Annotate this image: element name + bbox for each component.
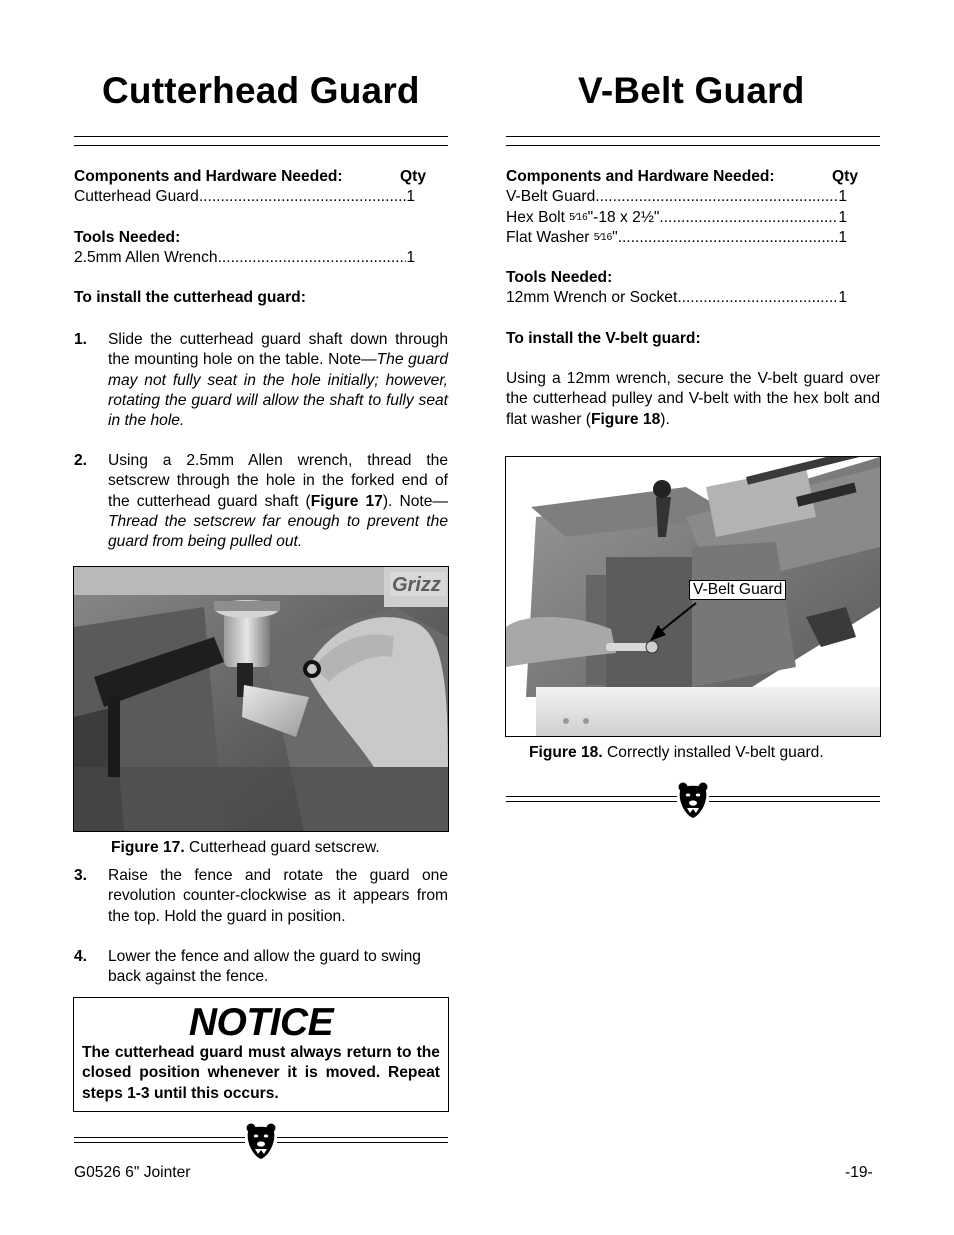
cutterhead-guard-photo-image [74,567,448,831]
left-components-section [74,167,426,308]
step-2: 2. Using a 2.5mm Allen wrench, thread the setscrew through the hole in the forked end of the cutterhead guard shaft (Figure 17). Note—Thread the setscrew far enough to prevent the guard from being pulled out. [74,451,448,552]
figure-18-photo [505,456,881,737]
v-belt-guard-callout: V-Belt Guard [689,580,786,600]
step-number: 3. [74,867,88,884]
left-qty-header: Qty [400,168,426,185]
notice-message: The cutterhead guard must always return to the closed position whenever it is moved. Repeat steps 1-3 until this occurs. [82,1044,440,1102]
notice-title: NOTICE [188,1001,334,1044]
right-components-header: Components and Hardware Needed: [506,168,775,185]
right-component-row: V-Belt Guard ..... 1 [506,187,847,207]
notice-box [73,997,449,1112]
right-tool-row: 12mm Wrench or Socket ..... 1 [506,288,847,308]
left-components-header-row [74,167,426,187]
footer-model: G0526 6" Jointer [74,1164,191,1181]
right-components-section [506,167,880,430]
figure-17-photo [73,566,449,832]
step-number: 1. [74,331,88,348]
step-1: 1. Slide the cutterhead guard shaft down through the mounting hole on the table. Note—The guard may not fully seat in the hole initially; however, rotating the guard will allow the shaft to fully seat in the hole. [74,330,448,431]
left-tool-row: 2.5mm Allen Wrench ..... 1 [74,248,415,268]
left-heading-rule-1 [74,136,448,137]
footer-page-number: -19- [845,1164,873,1181]
right-qty-header: Qty [832,168,858,185]
right-component-row: Flat Washer 5⁄16" ..... 1 [506,228,847,248]
step-number: 4. [74,948,88,965]
figure-17-caption: Figure 17. Cutterhead guard setscrew. [111,839,380,856]
grizzly-bear-logo-icon [677,781,709,817]
right-tools-header: Tools Needed: [506,269,613,287]
right-heading-rule-1 [506,136,880,137]
right-heading: V-Belt Guard [578,70,805,111]
figure-18-ref: Figure 18 [590,410,661,428]
right-install-header: To install the V-belt guard: [506,329,701,347]
figure-18-caption: Figure 18. Correctly installed V-belt guard. [529,744,824,761]
grizzly-brand-text: Grizz [392,574,441,596]
figure-17-ref: Figure 17 [310,492,383,510]
right-components-header-row [506,167,858,187]
right-heading-rule-2 [506,145,880,146]
step-4: 4. Lower the fence and allow the guard to swing back against the fence. [74,947,448,988]
left-heading-rule-2 [74,145,448,146]
left-components-header: Components and Hardware Needed: [74,168,343,185]
step-3: 3. Raise the fence and rotate the guard one revolution counter-clockwise as it appears from the top. Hold the guard in position. [74,866,448,927]
left-install-header: To install the cutterhead guard: [74,289,306,307]
right-instruction: Using a 12mm wrench, secure the V-belt guard over the cutterhead pulley and V-belt with the hex bolt and flat washer (Figure 18). [506,370,880,428]
left-component-row: Cutterhead Guard ..... 1 [74,187,415,207]
right-component-row: Hex Bolt 5⁄16"-18 x 2½" ..... 1 [506,208,847,228]
grizzly-bear-logo-icon [245,1122,277,1158]
left-tools-header: Tools Needed: [74,228,181,246]
left-heading: Cutterhead Guard [102,70,420,111]
step-number: 2. [74,452,88,469]
